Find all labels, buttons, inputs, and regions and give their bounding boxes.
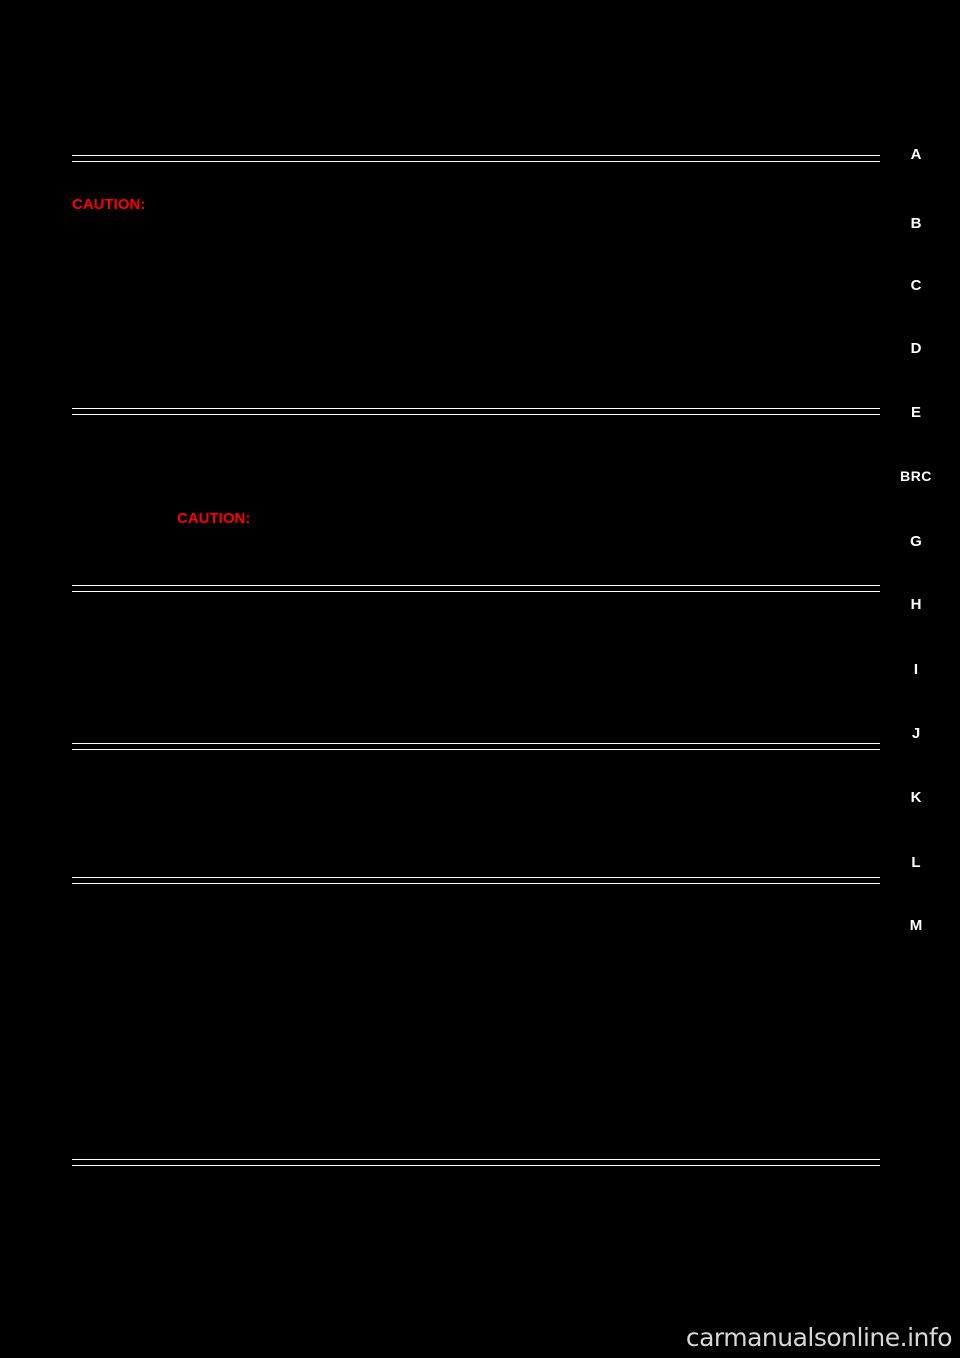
caution-heading: CAUTION: bbox=[72, 196, 146, 213]
section-index-item-h[interactable]: H bbox=[910, 596, 922, 613]
section-index-item-j[interactable]: J bbox=[911, 725, 921, 742]
section-index-item-d[interactable]: D bbox=[910, 340, 922, 357]
caution-heading: CAUTION: bbox=[177, 510, 251, 527]
section-index-item-g[interactable]: G bbox=[910, 533, 922, 550]
section-divider-rule bbox=[72, 585, 880, 592]
watermark-suffix: .info bbox=[899, 1323, 952, 1352]
section-index-item-a[interactable]: A bbox=[910, 146, 922, 163]
section-index-item-brc[interactable]: BRC bbox=[900, 468, 932, 484]
section-index-item-c[interactable]: C bbox=[910, 277, 922, 294]
site-watermark bbox=[686, 1323, 952, 1352]
watermark-text: carmanualsonline bbox=[685, 1323, 900, 1352]
section-index-item-k[interactable]: K bbox=[910, 789, 922, 806]
section-index-item-e[interactable]: E bbox=[910, 404, 921, 421]
section-index-item-b[interactable]: B bbox=[910, 215, 922, 232]
section-index-item-i[interactable]: I bbox=[913, 661, 919, 678]
section-divider-rule bbox=[72, 1159, 880, 1166]
section-index-item-l[interactable]: L bbox=[911, 854, 921, 871]
section-divider-rule bbox=[72, 743, 880, 750]
section-index bbox=[888, 0, 960, 1358]
section-divider-rule bbox=[72, 408, 880, 415]
section-divider-rule bbox=[72, 877, 880, 884]
section-index-item-m[interactable]: M bbox=[909, 917, 923, 934]
section-divider-rule bbox=[72, 155, 880, 162]
